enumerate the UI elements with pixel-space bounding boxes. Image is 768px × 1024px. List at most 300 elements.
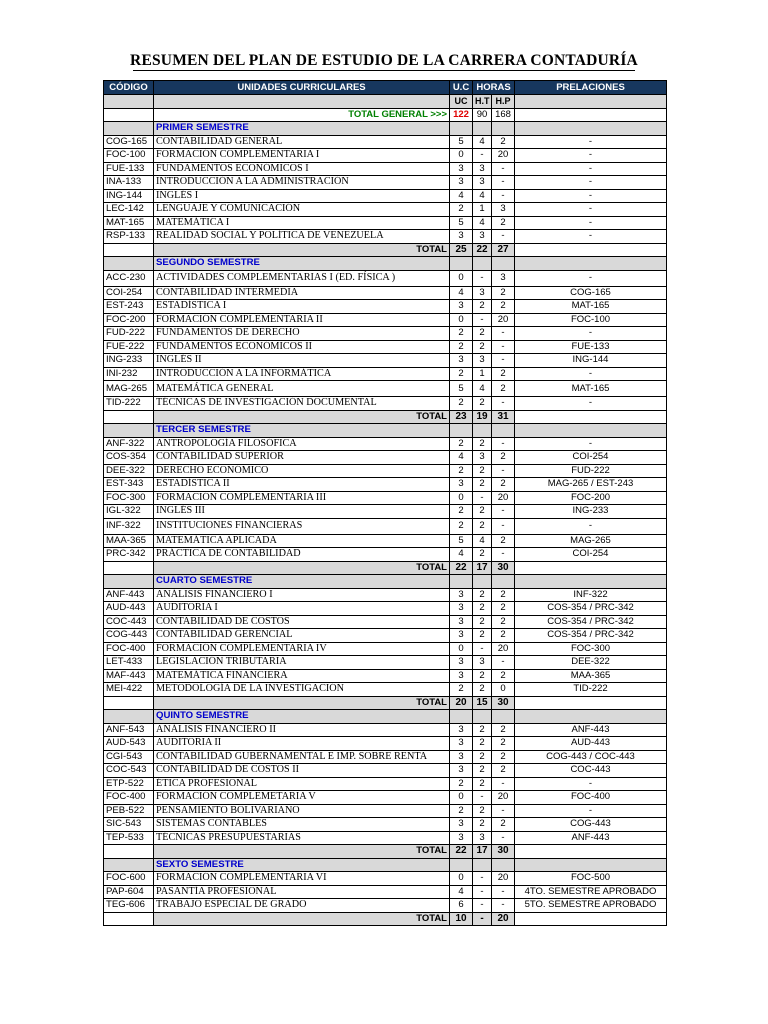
course-uc: 0 — [450, 491, 473, 505]
subheader-uc: UC — [450, 95, 473, 109]
course-prelacion: - — [515, 216, 667, 230]
course-uc: 2 — [450, 367, 473, 381]
course-hp: 2 — [492, 723, 515, 737]
course-code: ANF-322 — [104, 437, 154, 451]
total-blank — [104, 696, 154, 710]
course-hp: 2 — [492, 737, 515, 751]
curriculum-table — [103, 80, 667, 926]
semester-header-row — [104, 710, 667, 724]
course-prelacion: INF-322 — [515, 588, 667, 602]
course-ht: 1 — [473, 203, 492, 217]
course-code: IGL-322 — [104, 505, 154, 519]
course-hp: 2 — [492, 588, 515, 602]
course-uc: 2 — [450, 518, 473, 534]
course-row — [104, 189, 667, 203]
course-name: CONTABILIDAD SUPERIOR — [154, 451, 450, 465]
semester-total-row — [104, 561, 667, 575]
course-code: TEG-606 — [104, 899, 154, 913]
course-uc: 3 — [450, 831, 473, 845]
course-row — [104, 176, 667, 190]
course-ht: 4 — [473, 216, 492, 230]
course-name: PENSAMIENTO BOLIVARIANO — [154, 804, 450, 818]
course-name: FORMACIÓN COMPLEMENTARIA I — [154, 149, 450, 163]
semester-blank — [473, 575, 492, 589]
total-blank — [515, 410, 667, 424]
semester-blank — [104, 575, 154, 589]
semester-total-row — [104, 696, 667, 710]
course-ht: - — [473, 270, 492, 286]
course-code: EST-343 — [104, 478, 154, 492]
course-ht: 2 — [473, 340, 492, 354]
course-row — [104, 602, 667, 616]
total-hp: 30 — [492, 696, 515, 710]
course-code: FOC-400 — [104, 642, 154, 656]
total-uc: 22 — [450, 561, 473, 575]
course-hp: - — [492, 354, 515, 368]
total-blank — [104, 243, 154, 257]
course-name: FUNDAMENTOS DE DERECHO — [154, 327, 450, 341]
semester-header-row — [104, 257, 667, 271]
course-code: ANF-443 — [104, 588, 154, 602]
course-code: LET-433 — [104, 656, 154, 670]
course-prelacion: - — [515, 270, 667, 286]
course-name: PASANTÍA PROFESIONAL — [154, 885, 450, 899]
course-uc: 3 — [450, 629, 473, 643]
course-uc: 5 — [450, 534, 473, 548]
course-uc: 2 — [450, 437, 473, 451]
semester-blank — [473, 424, 492, 438]
course-prelacion: ANF-443 — [515, 723, 667, 737]
total-general-label: TOTAL GENERAL >>> — [154, 108, 450, 122]
course-name: TRABAJO ESPECIAL DE GRADO — [154, 899, 450, 913]
course-name: ANTROPOLOGÍA FILOSÓFICA — [154, 437, 450, 451]
course-uc: 3 — [450, 354, 473, 368]
semester-blank — [515, 424, 667, 438]
course-uc: 2 — [450, 777, 473, 791]
total-general-blank — [515, 108, 667, 122]
course-uc: 0 — [450, 270, 473, 286]
course-code: ING-144 — [104, 189, 154, 203]
course-uc: 0 — [450, 149, 473, 163]
course-ht: 4 — [473, 189, 492, 203]
semester-blank — [515, 858, 667, 872]
total-hp: 20 — [492, 912, 515, 926]
total-ht: 17 — [473, 561, 492, 575]
course-code: ACC-230 — [104, 270, 154, 286]
course-prelacion: COG-443 — [515, 818, 667, 832]
course-prelacion: - — [515, 162, 667, 176]
course-row — [104, 451, 667, 465]
course-hp: 2 — [492, 764, 515, 778]
course-ht: 4 — [473, 381, 492, 397]
subheader-blank — [104, 95, 154, 109]
course-uc: 3 — [450, 737, 473, 751]
course-prelacion: FUE-133 — [515, 340, 667, 354]
course-uc: 4 — [450, 548, 473, 562]
course-code: TEP-533 — [104, 831, 154, 845]
course-code: FUE-133 — [104, 162, 154, 176]
course-row — [104, 216, 667, 230]
semester-blank — [492, 710, 515, 724]
semester-total-row — [104, 912, 667, 926]
semester-blank — [104, 710, 154, 724]
course-row — [104, 313, 667, 327]
course-uc: 4 — [450, 189, 473, 203]
course-row — [104, 230, 667, 244]
course-uc: 5 — [450, 216, 473, 230]
course-row — [104, 615, 667, 629]
course-uc: 2 — [450, 464, 473, 478]
course-uc: 3 — [450, 723, 473, 737]
semester-blank — [450, 575, 473, 589]
total-label: TOTAL — [154, 561, 450, 575]
course-uc: 3 — [450, 300, 473, 314]
total-blank — [104, 912, 154, 926]
course-prelacion: FOC-100 — [515, 313, 667, 327]
course-name: LENGUAJE Y COMUNICACIÓN — [154, 203, 450, 217]
course-row — [104, 464, 667, 478]
course-hp: - — [492, 189, 515, 203]
course-name: TÉCNICAS PRESUPUESTARIAS — [154, 831, 450, 845]
course-row — [104, 656, 667, 670]
course-name: FORMACIÓN COMPLEMENTARIA III — [154, 491, 450, 505]
semester-name: SEGUNDO SEMESTRE — [154, 257, 450, 271]
total-general-blank — [104, 108, 154, 122]
semester-blank — [450, 858, 473, 872]
course-row — [104, 367, 667, 381]
course-uc: 3 — [450, 818, 473, 832]
course-name: MATEMÁTICA I — [154, 216, 450, 230]
course-code: INI-232 — [104, 367, 154, 381]
course-name: REALIDAD SOCIAL Y POLÍTICA DE VENEZUELA — [154, 230, 450, 244]
course-ht: - — [473, 899, 492, 913]
total-hp: 30 — [492, 845, 515, 859]
course-uc: 2 — [450, 505, 473, 519]
course-code: PEB-522 — [104, 804, 154, 818]
course-hp: - — [492, 518, 515, 534]
course-row — [104, 872, 667, 886]
course-ht: 3 — [473, 230, 492, 244]
semester-blank — [473, 858, 492, 872]
course-name: ACTIVIDADES COMPLEMENTARIAS I (ED. FÍSICA ) — [154, 270, 450, 286]
course-hp: - — [492, 656, 515, 670]
course-hp: 2 — [492, 602, 515, 616]
course-code: TID-222 — [104, 397, 154, 411]
course-row — [104, 885, 667, 899]
course-uc: 3 — [450, 764, 473, 778]
course-prelacion: - — [515, 777, 667, 791]
course-hp: - — [492, 176, 515, 190]
course-ht: 2 — [473, 464, 492, 478]
course-ht: 2 — [473, 548, 492, 562]
course-name: MATEMÁTICA GENERAL — [154, 381, 450, 397]
table-subheader-row — [104, 95, 667, 109]
course-code: SIC-543 — [104, 818, 154, 832]
course-hp: 2 — [492, 534, 515, 548]
course-prelacion: - — [515, 518, 667, 534]
total-uc: 22 — [450, 845, 473, 859]
course-code: ANF-543 — [104, 723, 154, 737]
course-uc: 3 — [450, 176, 473, 190]
course-hp: - — [492, 831, 515, 845]
course-prelacion: - — [515, 327, 667, 341]
course-name: AUDITORIA II — [154, 737, 450, 751]
course-name: CONTABILIDAD GENERAL — [154, 135, 450, 149]
header-horas: HORAS — [473, 81, 515, 95]
course-row — [104, 804, 667, 818]
semester-name: SEXTO SEMESTRE — [154, 858, 450, 872]
total-blank — [515, 696, 667, 710]
course-uc: 5 — [450, 381, 473, 397]
semester-blank — [104, 424, 154, 438]
course-hp: 2 — [492, 629, 515, 643]
course-row — [104, 437, 667, 451]
course-uc: 6 — [450, 899, 473, 913]
course-row — [104, 764, 667, 778]
semester-name: QUINTO SEMESTRE — [154, 710, 450, 724]
course-name: INGLÉS I — [154, 189, 450, 203]
course-ht: 4 — [473, 135, 492, 149]
course-name: FUNDAMENTOS ECONÓMICOS II — [154, 340, 450, 354]
course-row — [104, 518, 667, 534]
course-name: CONTABILIDAD DE COSTOS — [154, 615, 450, 629]
course-name: FORMACIÓN COMPLEMENTARIA IV — [154, 642, 450, 656]
course-prelacion: MAT-165 — [515, 300, 667, 314]
course-prelacion: ING-233 — [515, 505, 667, 519]
course-name: ANÁLISIS FINANCIERO II — [154, 723, 450, 737]
course-name: MATEMÁTICA FINANCIERA — [154, 669, 450, 683]
total-general-uc: 122 — [450, 108, 473, 122]
semester-blank — [492, 257, 515, 271]
course-ht: 2 — [473, 505, 492, 519]
course-code: MAA-365 — [104, 534, 154, 548]
course-ht: 2 — [473, 615, 492, 629]
total-ht: 22 — [473, 243, 492, 257]
course-prelacion: COS-354 / PRC-342 — [515, 602, 667, 616]
title-underline — [133, 70, 635, 71]
course-row — [104, 669, 667, 683]
course-hp: - — [492, 548, 515, 562]
course-ht: 3 — [473, 354, 492, 368]
course-hp: - — [492, 899, 515, 913]
course-name: AUDITORIA I — [154, 602, 450, 616]
course-row — [104, 737, 667, 751]
total-blank — [104, 845, 154, 859]
course-uc: 0 — [450, 313, 473, 327]
course-code: PAP-604 — [104, 885, 154, 899]
semester-name: TERCER SEMESTRE — [154, 424, 450, 438]
semester-blank — [450, 122, 473, 136]
course-ht: - — [473, 313, 492, 327]
course-name: LEGISLACIÓN TRIBUTARIA — [154, 656, 450, 670]
course-row — [104, 750, 667, 764]
course-ht: 2 — [473, 669, 492, 683]
course-prelacion: FOC-300 — [515, 642, 667, 656]
course-row — [104, 505, 667, 519]
course-prelacion: COG-165 — [515, 286, 667, 300]
course-name: FORMACIÓN COMPLEMENTARIA VI — [154, 872, 450, 886]
course-row — [104, 300, 667, 314]
semester-name: PRIMER SEMESTRE — [154, 122, 450, 136]
course-uc: 0 — [450, 642, 473, 656]
total-blank — [515, 845, 667, 859]
course-ht: 2 — [473, 478, 492, 492]
course-name: ESTADÍSTICA II — [154, 478, 450, 492]
total-label: TOTAL — [154, 410, 450, 424]
course-row — [104, 491, 667, 505]
course-code: COG-165 — [104, 135, 154, 149]
course-prelacion: - — [515, 189, 667, 203]
course-code: COC-543 — [104, 764, 154, 778]
course-hp: 2 — [492, 286, 515, 300]
course-uc: 3 — [450, 230, 473, 244]
course-uc: 3 — [450, 656, 473, 670]
header-uc: U.C — [450, 81, 473, 95]
course-hp: 2 — [492, 367, 515, 381]
course-ht: 3 — [473, 831, 492, 845]
course-hp: 2 — [492, 451, 515, 465]
course-row — [104, 588, 667, 602]
course-code: FOC-200 — [104, 313, 154, 327]
header-unidades: UNIDADES CURRICULARES — [154, 81, 450, 95]
course-uc: 3 — [450, 478, 473, 492]
course-code: FUD-222 — [104, 327, 154, 341]
course-code: FUE-222 — [104, 340, 154, 354]
course-code: COI-254 — [104, 286, 154, 300]
course-hp: - — [492, 230, 515, 244]
course-name: CONTABILIDAD GUBERNAMENTAL E IMP. SOBRE RENTA — [154, 750, 450, 764]
course-prelacion: DEE-322 — [515, 656, 667, 670]
course-prelacion: MAT-165 — [515, 381, 667, 397]
total-label: TOTAL — [154, 845, 450, 859]
course-prelacion: - — [515, 203, 667, 217]
course-row — [104, 286, 667, 300]
total-general-ht: 90 — [473, 108, 492, 122]
course-code: INA-133 — [104, 176, 154, 190]
course-code: DEE-322 — [104, 464, 154, 478]
course-prelacion: 4TO. SEMESTRE APROBADO — [515, 885, 667, 899]
course-name: ÉTICA PROFESIONAL — [154, 777, 450, 791]
total-label: TOTAL — [154, 912, 450, 926]
course-prelacion: COS-354 / PRC-342 — [515, 615, 667, 629]
course-prelacion: ING-144 — [515, 354, 667, 368]
course-uc: 3 — [450, 602, 473, 616]
course-name: CONTABILIDAD INTERMEDIA — [154, 286, 450, 300]
semester-blank — [492, 122, 515, 136]
course-code: INF-322 — [104, 518, 154, 534]
course-prelacion: 5TO. SEMESTRE APROBADO — [515, 899, 667, 913]
course-name: FORMACIÓN COMPLEMETARIA V — [154, 791, 450, 805]
semester-header-row — [104, 122, 667, 136]
course-name: MATEMÁTICA APLICADA — [154, 534, 450, 548]
total-ht: 17 — [473, 845, 492, 859]
course-name: CONTABILIDAD DE COSTOS II — [154, 764, 450, 778]
course-row — [104, 723, 667, 737]
course-row — [104, 534, 667, 548]
course-prelacion: COC-443 — [515, 764, 667, 778]
course-row — [104, 340, 667, 354]
course-prelacion: MAG-265 — [515, 534, 667, 548]
course-name: ANÁLISIS FINANCIERO I — [154, 588, 450, 602]
course-hp: - — [492, 437, 515, 451]
total-uc: 25 — [450, 243, 473, 257]
course-ht: 2 — [473, 327, 492, 341]
subheader-blank — [515, 95, 667, 109]
course-prelacion: ANF-443 — [515, 831, 667, 845]
course-ht: 2 — [473, 737, 492, 751]
course-ht: 3 — [473, 656, 492, 670]
course-hp: 2 — [492, 478, 515, 492]
course-prelacion: FOC-400 — [515, 791, 667, 805]
course-hp: 2 — [492, 135, 515, 149]
semester-header-row — [104, 575, 667, 589]
course-prelacion: - — [515, 149, 667, 163]
course-row — [104, 203, 667, 217]
semester-total-row — [104, 243, 667, 257]
semester-blank — [515, 710, 667, 724]
course-row — [104, 548, 667, 562]
course-name: INGLÉS III — [154, 505, 450, 519]
course-hp: 2 — [492, 750, 515, 764]
course-name: PRÁCTICA DE CONTABILIDAD — [154, 548, 450, 562]
course-name: INGLÉS II — [154, 354, 450, 368]
course-hp: 0 — [492, 683, 515, 697]
total-hp: 30 — [492, 561, 515, 575]
semester-blank — [473, 257, 492, 271]
course-ht: 2 — [473, 804, 492, 818]
course-row — [104, 327, 667, 341]
semester-blank — [473, 710, 492, 724]
course-ht: - — [473, 491, 492, 505]
course-prelacion: COI-254 — [515, 548, 667, 562]
course-prelacion: FOC-200 — [515, 491, 667, 505]
course-hp: 2 — [492, 216, 515, 230]
course-ht: 4 — [473, 534, 492, 548]
course-prelacion: COI-254 — [515, 451, 667, 465]
course-row — [104, 818, 667, 832]
total-blank — [515, 561, 667, 575]
course-hp: - — [492, 162, 515, 176]
course-prelacion: FUD-222 — [515, 464, 667, 478]
total-uc: 20 — [450, 696, 473, 710]
table-header-row — [104, 81, 667, 95]
course-name: TÉCNICAS DE INVESTIGACIÓN DOCUMENTAL — [154, 397, 450, 411]
course-hp: - — [492, 505, 515, 519]
course-hp: - — [492, 327, 515, 341]
course-uc: 2 — [450, 683, 473, 697]
course-uc: 3 — [450, 162, 473, 176]
course-hp: - — [492, 885, 515, 899]
total-uc: 10 — [450, 912, 473, 926]
course-code: AUD-543 — [104, 737, 154, 751]
course-uc: 3 — [450, 615, 473, 629]
course-prelacion: - — [515, 804, 667, 818]
semester-blank — [450, 257, 473, 271]
course-hp: 20 — [492, 491, 515, 505]
semester-blank — [492, 858, 515, 872]
course-code: FOC-300 — [104, 491, 154, 505]
semester-blank — [515, 575, 667, 589]
semester-header-row — [104, 858, 667, 872]
course-uc: 0 — [450, 872, 473, 886]
total-hp: 27 — [492, 243, 515, 257]
course-name: METODOLOGÍA DE LA INVESTIGACIÓN — [154, 683, 450, 697]
course-code: FOC-400 — [104, 791, 154, 805]
course-row — [104, 162, 667, 176]
course-hp: 20 — [492, 872, 515, 886]
total-hp: 31 — [492, 410, 515, 424]
course-ht: 3 — [473, 451, 492, 465]
